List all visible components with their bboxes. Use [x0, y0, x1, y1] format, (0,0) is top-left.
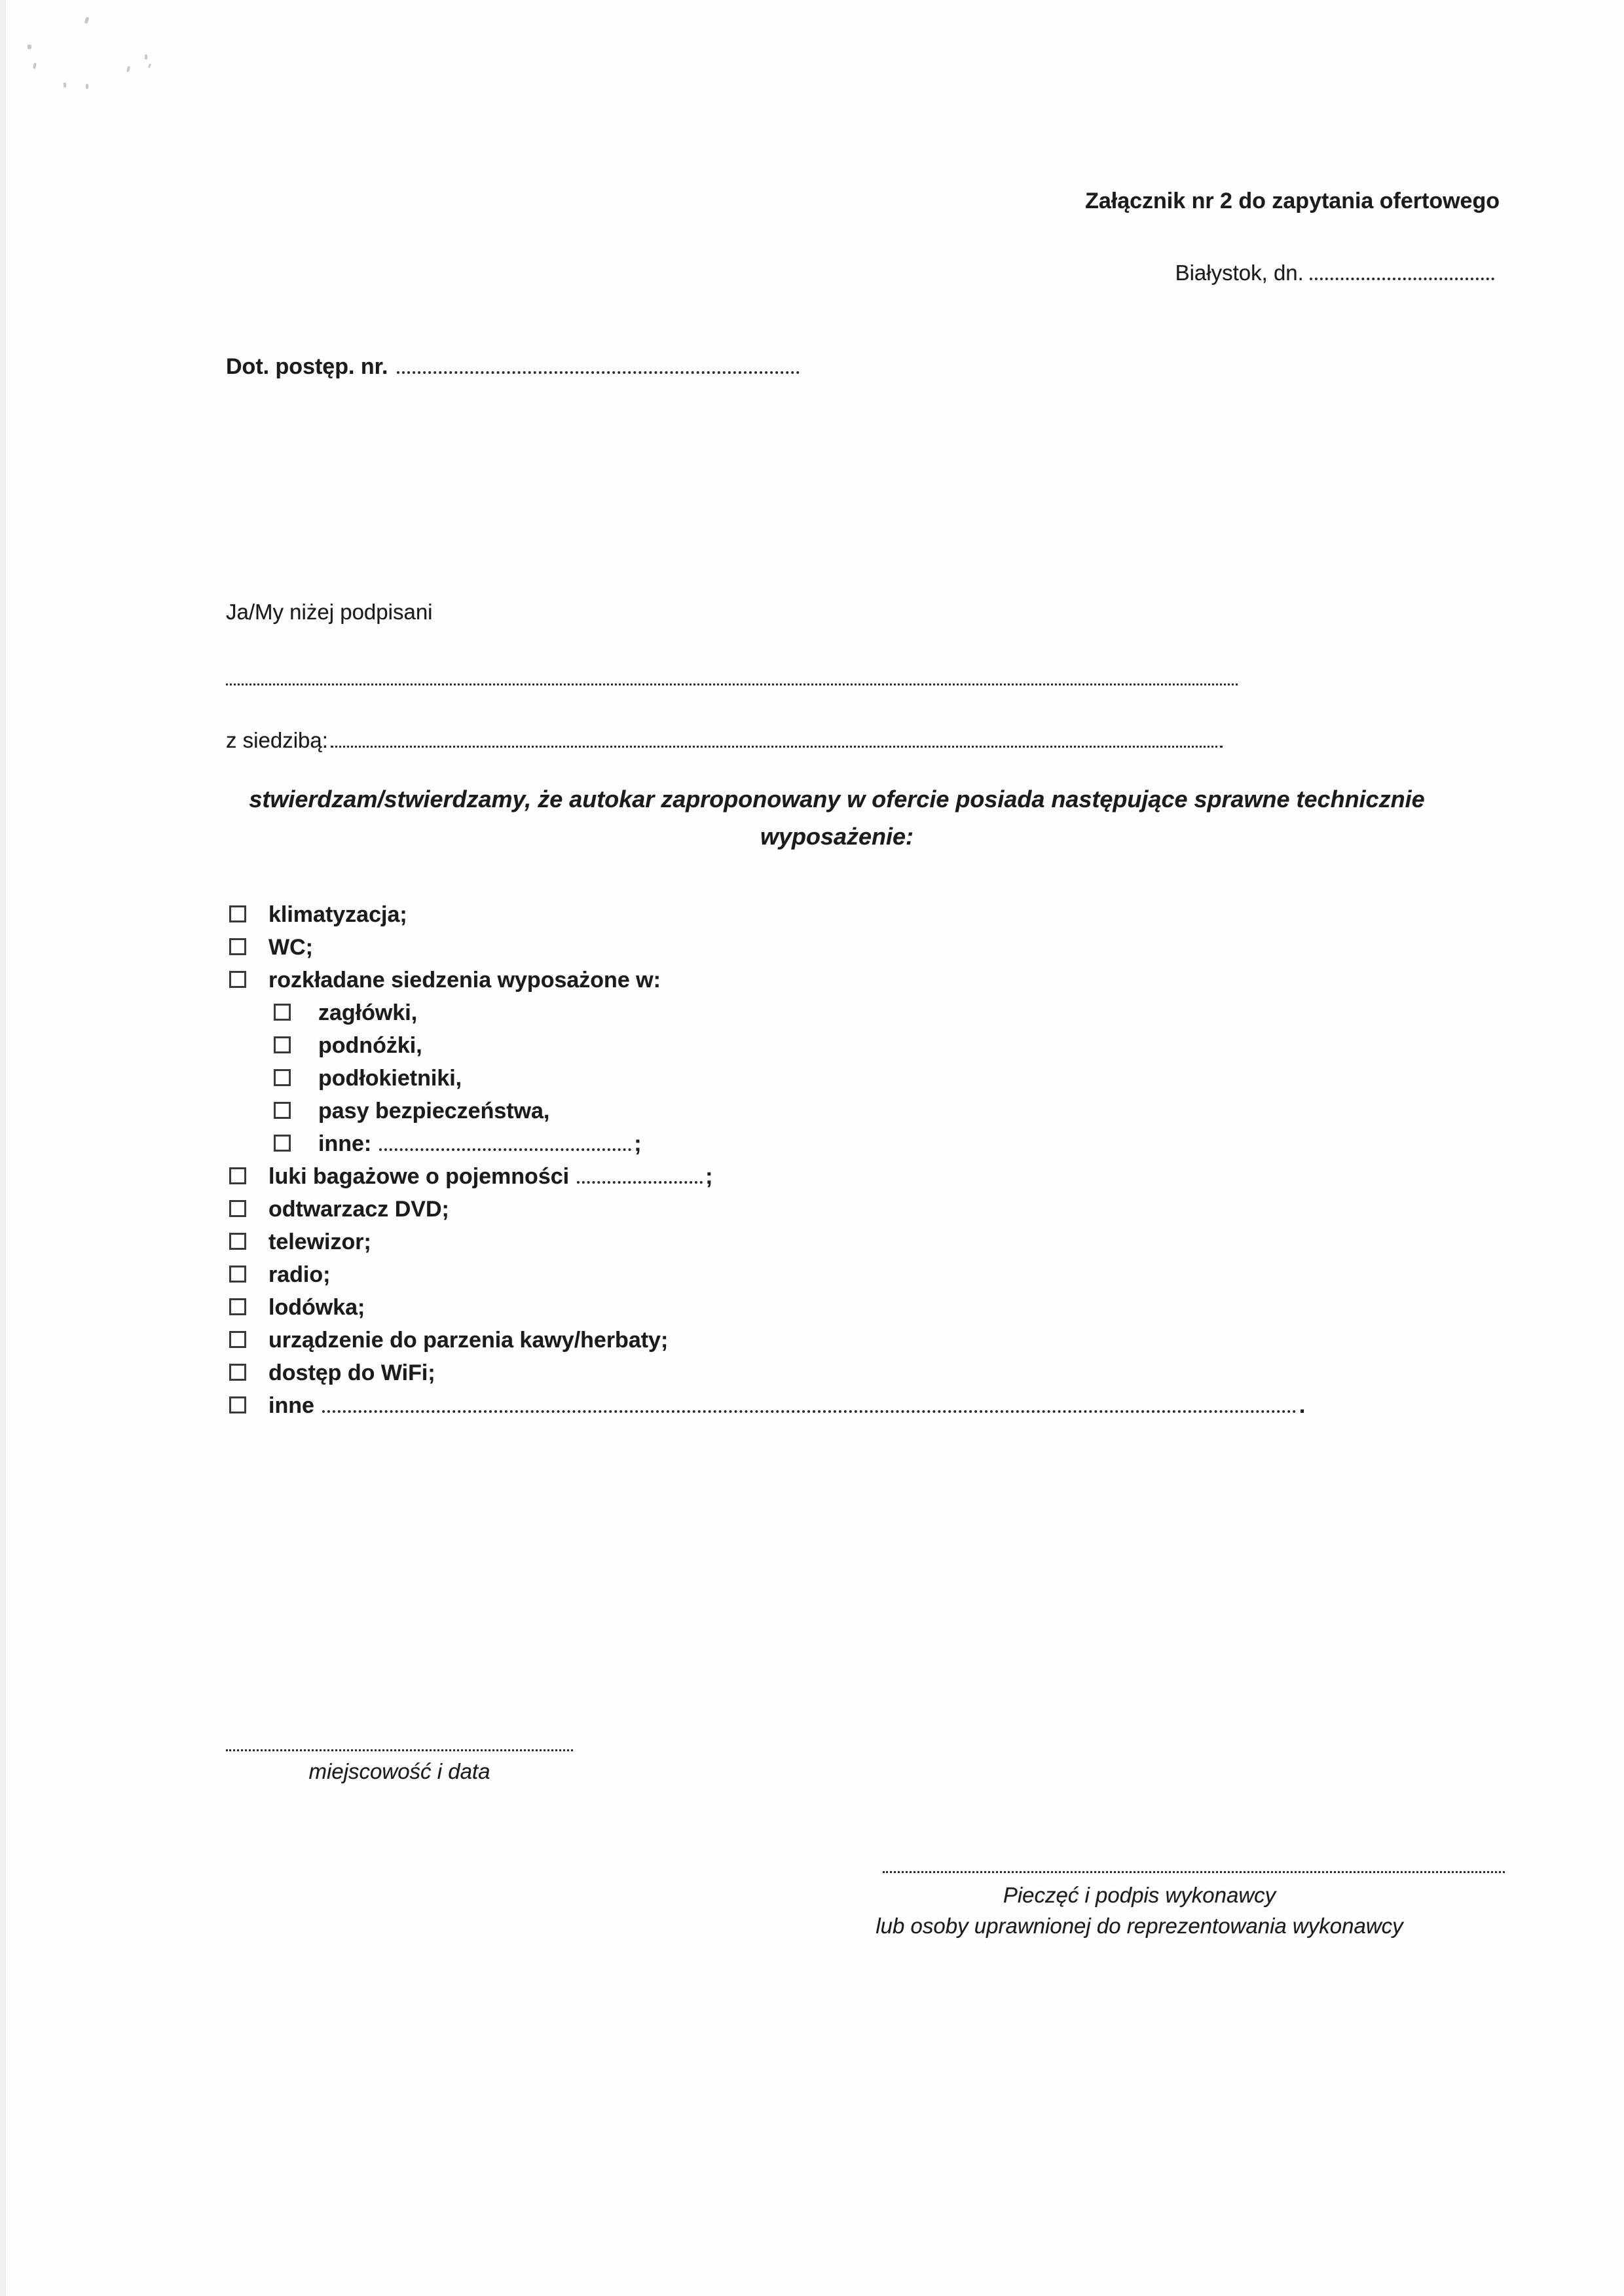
checklist-item-label: luki bagażowe o pojemności [268, 1164, 570, 1189]
checkbox-icon [229, 1364, 246, 1381]
checkbox-icon [229, 1331, 246, 1348]
proceeding-reference-label: Dot. postęp. nr. [226, 354, 388, 379]
checkbox-icon [229, 1298, 246, 1315]
checklist-item-suffix: ; [705, 1164, 713, 1189]
seat-line [226, 728, 1223, 753]
proceeding-reference-line [226, 354, 800, 380]
signatories-name-blank-line [226, 683, 1238, 685]
checklist-item-label: odtwarzacz DVD; [268, 1197, 449, 1222]
checklist-item [229, 1029, 1305, 1062]
stamp-caption-line1: Pieczęć i podpis wykonawcy [1003, 1883, 1276, 1907]
fill-in-blank-line [322, 1406, 1297, 1413]
checklist-item [229, 1095, 1305, 1127]
declaration-statement [182, 780, 1492, 855]
checklist-item-label: WC; [268, 935, 313, 960]
scan-speck [86, 84, 88, 89]
attachment-title: Załącznik nr 2 do zapytania ofertowego [1085, 189, 1500, 213]
checklist-item-label: rozkładane siedzenia wyposażone w: [268, 968, 661, 993]
seat-label: z siedzibą: [226, 728, 328, 752]
scan-speck [148, 64, 151, 69]
city-date-line [1175, 261, 1494, 285]
checkbox-icon [229, 1200, 246, 1217]
place-date-blank-line [226, 1749, 573, 1751]
signatories-intro: Ja/My niżej podpisani [226, 600, 433, 624]
checklist-item [229, 1389, 1305, 1422]
stamp-signature-blank-line [883, 1871, 1505, 1873]
place-date-block [226, 1749, 573, 1784]
checkbox-icon [274, 1004, 291, 1021]
checklist-item [229, 1226, 1305, 1258]
equipment-checklist [229, 898, 1305, 1422]
declaration-statement-line2: wyposażenie: [760, 823, 914, 850]
place-date-caption: miejscowość i data [308, 1759, 490, 1783]
fill-in-blank-line [379, 1144, 631, 1151]
checklist-item-suffix: ; [634, 1131, 642, 1156]
checklist-item-label: dostęp do WiFi; [268, 1360, 435, 1385]
checklist-item-label: klimatyzacja; [268, 902, 407, 927]
checklist-item-suffix: . [1299, 1393, 1306, 1418]
checkbox-icon [229, 938, 246, 955]
scan-speck [33, 63, 37, 69]
checklist-item [229, 1160, 1305, 1193]
checklist-item [229, 1193, 1305, 1226]
checklist-item-label: podłokietniki, [318, 1066, 462, 1091]
date-blank-line [1310, 274, 1494, 280]
proceeding-number-blank-line [397, 367, 800, 374]
checklist-item [229, 1324, 1305, 1357]
seat-blank-line [331, 741, 1223, 748]
scan-speck [145, 54, 147, 60]
checkbox-icon [229, 1167, 246, 1184]
checkbox-icon [229, 905, 246, 922]
checklist-item-label: podnóżki, [318, 1033, 422, 1058]
checkbox-icon [274, 1102, 291, 1119]
checklist-item-label: pasy bezpieczeństwa, [318, 1099, 550, 1123]
stamp-caption-line2: lub osoby uprawnionej do reprezentowania wykonawcy [876, 1914, 1403, 1938]
fill-in-blank-line [577, 1177, 703, 1184]
checkbox-icon [229, 1396, 246, 1413]
checklist-item [229, 996, 1305, 1029]
declaration-statement-line1: stwierdzam/stwierdzamy, że autokar zaproponowany w ofercie posiada następujące sprawne technicznie [249, 786, 1425, 812]
checklist-item-label: inne: [318, 1131, 372, 1156]
checklist-item [229, 1291, 1305, 1324]
checklist-item [229, 1062, 1305, 1095]
city-date-label: Białystok, dn. [1175, 261, 1304, 285]
checklist-item [229, 898, 1305, 931]
checklist-item-label: inne [268, 1393, 314, 1418]
checklist-item-label: urządzenie do parzenia kawy/herbaty; [268, 1328, 669, 1353]
checklist-item [229, 1127, 1305, 1160]
checklist-item [229, 1258, 1305, 1291]
checklist-item [229, 931, 1305, 964]
checklist-item-label: telewizor; [268, 1230, 371, 1254]
scan-speck [84, 16, 90, 24]
checklist-item-label: lodówka; [268, 1295, 365, 1320]
checkbox-icon [274, 1135, 291, 1152]
scan-edge-shadow [0, 0, 6, 2296]
checklist-item [229, 1357, 1305, 1389]
checkbox-icon [229, 1266, 246, 1283]
checklist-item-label: radio; [268, 1262, 331, 1287]
checklist-item [229, 964, 1305, 996]
checkbox-icon [229, 1233, 246, 1250]
checkbox-icon [274, 1069, 291, 1086]
stamp-signature-block [773, 1871, 1506, 1941]
scan-speck [63, 82, 66, 88]
scan-speck [126, 66, 130, 73]
checkbox-icon [274, 1036, 291, 1053]
checklist-item-label: zagłówki, [318, 1000, 418, 1025]
scan-speck [28, 45, 31, 49]
checkbox-icon [229, 971, 246, 988]
